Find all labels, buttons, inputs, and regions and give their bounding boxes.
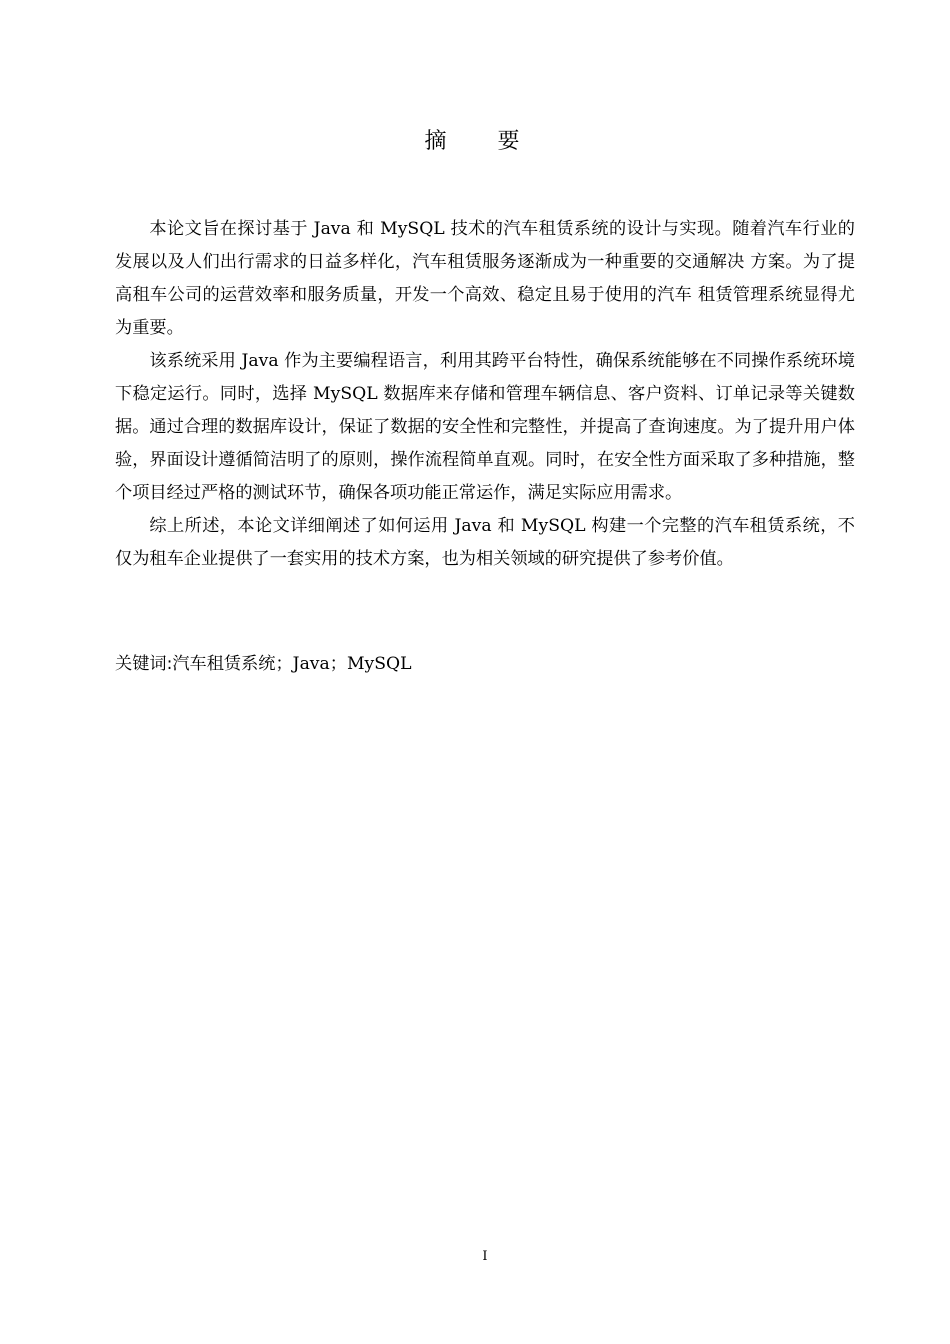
keywords-label: 关键词:: [115, 654, 173, 674]
keywords-line: [115, 648, 855, 681]
abstract-paragraph: 综上所述，本论文详细阐述了如何运用 Java 和 MySQL 构建一个完整的汽车租赁系统，不仅为租车企业提供了一套实用的技术方案，也为相关领域的研究提供了参考价值。: [115, 516, 855, 569]
abstract-body: [115, 213, 855, 576]
abstract-paragraph: 该系统采用 Java 作为主要编程语言，利用其跨平台特性，确保系统能够在不同操作系统环境下稳定运行。同时，选择 MySQL 数据库来存储和管理车辆信息、客户资料、订单记录等关键数据。通过合理的数据库设计，保证了数据的安全性和完整性，并提高了查询速度。为了提升用户体验，界面设计遵循简洁明了的原则，操作流程简单直观。同时，在安全性方面采取了多种措施，整个项目经过严格的测试环节，确保各项功能正常运作，满足实际应用需求。: [115, 351, 855, 503]
page-number: I: [482, 1249, 488, 1264]
abstract-paragraph: 本论文旨在探讨基于 Java 和 MySQL 技术的汽车租赁系统的设计与实现。随着汽车行业的发展以及人们出行需求的日益多样化，汽车租赁服务逐渐成为一种重要的交通解决 方案。为了提高租车公司的运营效率和服务质量，开发一个高效、稳定且易于使用的汽车 租赁管理系统显得尤为重要。: [115, 219, 855, 338]
abstract-title: 摘 要: [424, 129, 542, 154]
keywords-value: 汽车租赁系统；Java；MySQL: [172, 654, 412, 674]
